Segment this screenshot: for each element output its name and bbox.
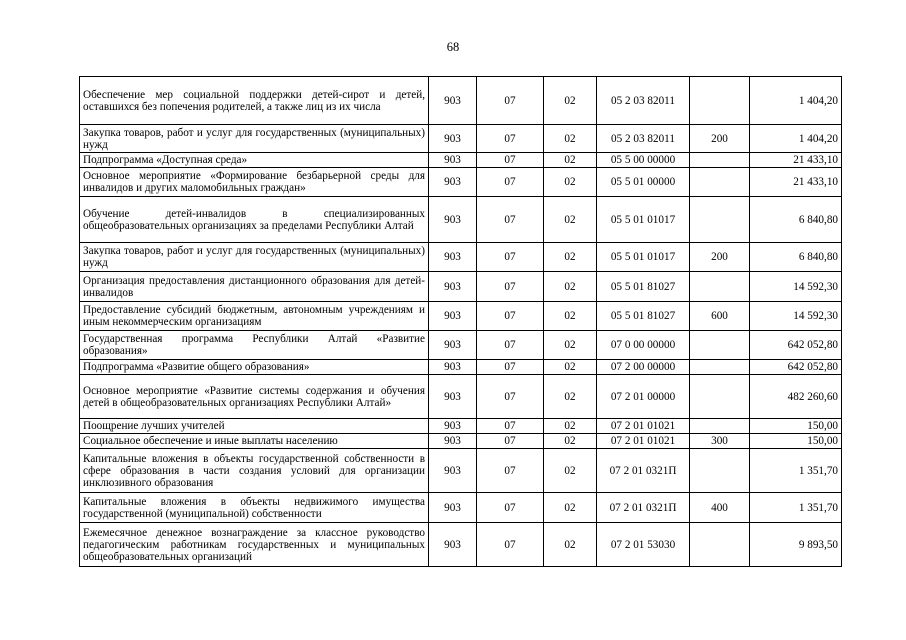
subsection-code: 02 [544,125,597,153]
item-name: Основное мероприятие «Развитие системы содержания и обучения детей в общеобразовательных организациях Республики Алтай» [80,375,429,419]
subsection-code: 02 [544,449,597,493]
item-name: Подпрограмма «Доступная среда» [80,153,429,168]
item-name: Закупка товаров, работ и услуг для государственных (муниципальных) нужд [80,125,429,153]
page-number: 68 [446,40,460,54]
expense-type-code [690,272,750,302]
target-article-code: 07 2 01 01021 [597,434,690,449]
expense-type-code: 400 [690,493,750,523]
section-code: 07 [477,449,544,493]
section-code: 07 [477,434,544,449]
subsection-code: 02 [544,302,597,331]
ministry-code: 903 [429,375,477,419]
target-article-code: 05 5 01 00000 [597,168,690,197]
budget-table [79,76,842,567]
item-name: Капитальные вложения в объекты государственной собственности в сфере образования в части создания условий для организации инклюзивного образования [80,449,429,493]
target-article-code: 07 2 01 00000 [597,375,690,419]
section-code: 07 [477,493,544,523]
table-row [80,197,842,243]
table-row [80,434,842,449]
ministry-code: 903 [429,523,477,567]
ministry-code: 903 [429,331,477,360]
item-name: Обеспечение мер социальной поддержки детей-сирот и детей, оставшихся без попечения родителей, а также лиц из их числа [80,77,429,125]
expense-type-code [690,419,750,434]
target-article-code: 05 5 01 81027 [597,272,690,302]
target-article-code: 07 2 00 00000 [597,360,690,375]
amount: 1 351,70 [750,493,842,523]
subsection-code: 02 [544,197,597,243]
subsection-code: 02 [544,272,597,302]
subsection-code: 02 [544,243,597,272]
subsection-code: 02 [544,153,597,168]
subsection-code: 02 [544,375,597,419]
expense-type-code [690,375,750,419]
target-article-code: 07 2 01 0321П [597,449,690,493]
amount: 14 592,30 [750,272,842,302]
expense-type-code [690,153,750,168]
subsection-code: 02 [544,493,597,523]
table-row [80,523,842,567]
ministry-code: 903 [429,434,477,449]
target-article-code: 05 2 03 82011 [597,77,690,125]
item-name: Организация предоставления дистанционного образования для детей-инвалидов [80,272,429,302]
ministry-code: 903 [429,493,477,523]
target-article-code: 05 5 01 81027 [597,302,690,331]
target-article-code: 07 2 01 53030 [597,523,690,567]
expense-type-code [690,168,750,197]
amount: 6 840,80 [750,197,842,243]
expense-type-code [690,360,750,375]
section-code: 07 [477,243,544,272]
section-code: 07 [477,168,544,197]
amount: 1 404,20 [750,125,842,153]
table-row [80,493,842,523]
ministry-code: 903 [429,168,477,197]
table-row [80,125,842,153]
target-article-code: 07 2 01 01021 [597,419,690,434]
section-code: 07 [477,523,544,567]
table-row [80,168,842,197]
table-row [80,331,842,360]
amount: 1 351,70 [750,449,842,493]
amount: 6 840,80 [750,243,842,272]
section-code: 07 [477,419,544,434]
subsection-code: 02 [544,360,597,375]
item-name: Основное мероприятие «Формирование безбарьерной среды для инвалидов и других маломобильных граждан» [80,168,429,197]
subsection-code: 02 [544,331,597,360]
target-article-code: 07 2 01 0321П [597,493,690,523]
expense-type-code [690,331,750,360]
target-article-code: 05 2 03 82011 [597,125,690,153]
amount: 14 592,30 [750,302,842,331]
table-row [80,360,842,375]
amount: 150,00 [750,434,842,449]
expense-type-code [690,77,750,125]
item-name: Предоставление субсидий бюджетным, автономным учреждениям и иным некоммерческим организациям [80,302,429,331]
item-name: Государственная программа Республики Алтай «Развитие образования» [80,331,429,360]
section-code: 07 [477,302,544,331]
section-code: 07 [477,331,544,360]
ministry-code: 903 [429,153,477,168]
amount: 642 052,80 [750,331,842,360]
expense-type-code [690,449,750,493]
table-row [80,302,842,331]
expense-type-code: 600 [690,302,750,331]
table-row [80,77,842,125]
subsection-code: 02 [544,523,597,567]
amount: 150,00 [750,419,842,434]
section-code: 07 [477,360,544,375]
section-code: 07 [477,125,544,153]
amount: 9 893,50 [750,523,842,567]
item-name: Социальное обеспечение и иные выплаты населению [80,434,429,449]
ministry-code: 903 [429,360,477,375]
ministry-code: 903 [429,125,477,153]
section-code: 07 [477,375,544,419]
target-article-code: 05 5 01 01017 [597,243,690,272]
expense-type-code: 200 [690,243,750,272]
expense-type-code: 200 [690,125,750,153]
amount: 482 260,60 [750,375,842,419]
subsection-code: 02 [544,419,597,434]
expense-type-code [690,523,750,567]
item-name: Ежемесячное денежное вознаграждение за классное руководство педагогическим работникам государственных и муниципальных общеобразовательных организаций [80,523,429,567]
subsection-code: 02 [544,77,597,125]
ministry-code: 903 [429,449,477,493]
item-name: Поощрение лучших учителей [80,419,429,434]
amount: 642 052,80 [750,360,842,375]
section-code: 07 [477,153,544,168]
subsection-code: 02 [544,434,597,449]
table-row [80,272,842,302]
ministry-code: 903 [429,243,477,272]
item-name: Закупка товаров, работ и услуг для государственных (муниципальных) нужд [80,243,429,272]
ministry-code: 903 [429,419,477,434]
target-article-code: 05 5 00 00000 [597,153,690,168]
subsection-code: 02 [544,168,597,197]
expense-type-code [690,197,750,243]
table-row [80,375,842,419]
target-article-code: 07 0 00 00000 [597,331,690,360]
table-row [80,243,842,272]
table-row [80,419,842,434]
amount: 21 433,10 [750,153,842,168]
section-code: 07 [477,197,544,243]
item-name: Подпрограмма «Развитие общего образования» [80,360,429,375]
target-article-code: 05 5 01 01017 [597,197,690,243]
amount: 21 433,10 [750,168,842,197]
ministry-code: 903 [429,197,477,243]
section-code: 07 [477,77,544,125]
item-name: Капитальные вложения в объекты недвижимого имущества государственной (муниципальной) собственности [80,493,429,523]
item-name: Обучение детей-инвалидов в специализированных общеобразовательных организациях за пределами Республики Алтай [80,197,429,243]
ministry-code: 903 [429,302,477,331]
expense-type-code: 300 [690,434,750,449]
amount: 1 404,20 [750,77,842,125]
table-row [80,449,842,493]
ministry-code: 903 [429,272,477,302]
section-code: 07 [477,272,544,302]
table-row [80,153,842,168]
ministry-code: 903 [429,77,477,125]
